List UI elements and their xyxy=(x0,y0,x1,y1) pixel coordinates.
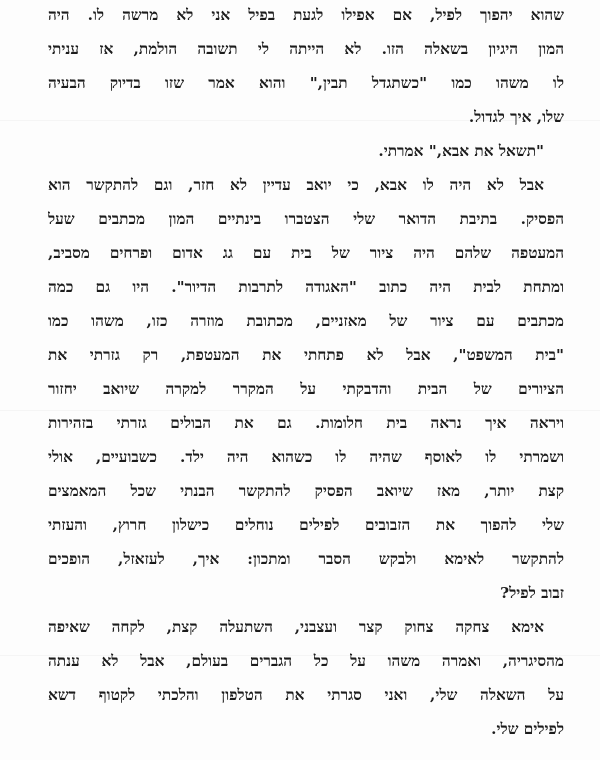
text-line: להתקשר לאימא ולבקש הסבר ומתכון: איך, לעזאזל, הופכים xyxy=(48,550,564,568)
text-line: "בית המשפט", אבל לא פתחתי את המעטפת, רק גזרתי את xyxy=(48,346,564,364)
text-line: המעטפה שלהם היה ציור של בית עם גג אדום ופרחים מסביב, xyxy=(48,244,564,262)
text-line: "תשאל את אבא," אמרתי. xyxy=(378,142,544,160)
text-line: הציורים של הבית והדבקתי על המקרר למקרה שיואב יחזור xyxy=(48,380,564,398)
text-line: לו משהו כמו "כשתגדל תבין," והוא אמר שזו בדיוק הבעיה xyxy=(48,74,564,92)
text-line: ושמרתי לו לאוסף שהיה לו כשהוא היה ילד. כשבועיים, אולי xyxy=(48,448,564,466)
text-line: המון היגיון בשאלה הזו. לא הייתה לי תשובה הולמת, אז עניתי xyxy=(48,40,564,58)
text-line: אבל לא היה לו אבא, כי יואב עדיין לא חזר, וגם להתקשר הוא xyxy=(48,176,544,194)
text-line: מהסיגריה, ואמרה משהו על כל הגברים בעולם, אבל לא ענתה xyxy=(48,652,564,670)
text-line: ומתחת לבית היה כתוב "האגודה לתרבות הדיור". היו גם כמה xyxy=(48,278,564,296)
text-line: שלו, איך לגדול. xyxy=(468,108,564,126)
text-line: ויראה איך נראה בית חלומות. גם את הבולים גזרתי בזהירות xyxy=(48,414,564,432)
text-line: הפסיק. בתיבת הדואר שלי הצטברו בינתיים המון מכתבים שעל xyxy=(48,210,564,228)
text-line: אימא צחקה צחוק קצר ועצבני, השתעלה קצת, לקחה שאיפה xyxy=(48,618,544,636)
text-line: שהוא יהפוך לפיל, אם אפילו לגעת בפיל אני לא מרשה לו. היה xyxy=(48,6,564,24)
text-line: זבוב לפיל? xyxy=(500,584,564,602)
text-line: על השאלה שלי, ואני סגרתי את הטלפון והלכתי לקטוף דשא xyxy=(48,686,564,704)
text-line: מכתבים עם ציור של מאזניים, מכתובת מוזרה כזו, משהו כמו xyxy=(48,312,564,330)
text-line: קצת יותר, מאז שיואב הפסיק להתקשר הבנתי שכל המאמצים xyxy=(48,482,564,500)
scan-artifact xyxy=(0,410,600,411)
text-line: לפילים שלי. xyxy=(491,720,564,738)
text-line: שלי להפוך את הזבובים לפילים נוחלים כישלון חרוץ, והעזתי xyxy=(48,516,564,534)
